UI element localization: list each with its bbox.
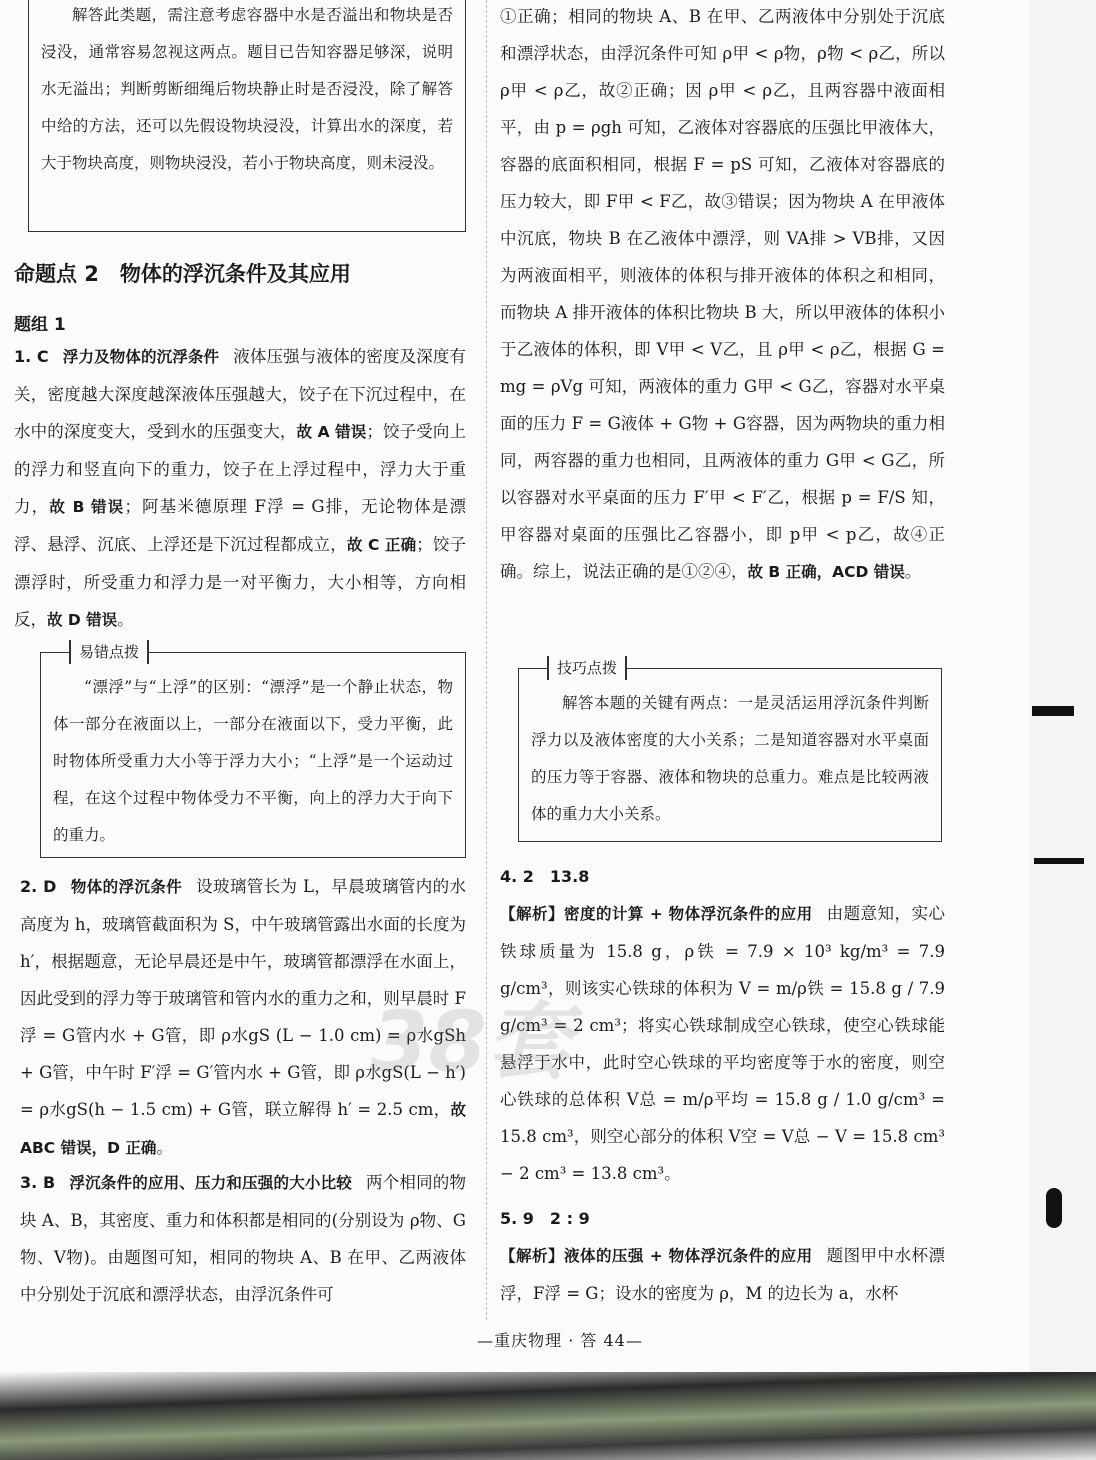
question-text: 由题意知，实心铁球质量为 15.8 g，ρ铁 = 7.9 × 10³ kg/m³ = 7.9 g/cm³，则该实心铁球的体积为 V = m/ρ铁 = 15.8 g / 7.9 g/cm³ = 2 cm³；将实心铁球制成空心铁球，使空心铁球能悬浮于水中，此时空心铁球的平均密度等于水的密度，则空心铁球的总体积 V总 = m/ρ平均 = 15.8 g / 1.0 g/cm³ = 15.8 cm³，则空心部分的体积 V空 = V总 − V = 15.8 cm³ − 2 cm³ = 13.8 cm³。 bbox=[500, 904, 946, 1183]
conclusion: 故 B 错误 bbox=[49, 498, 125, 516]
tip-box-label: 技巧点拨 bbox=[547, 656, 627, 680]
question-topic: 物体的浮沉条件 bbox=[70, 878, 183, 896]
watermark-logo: 38套 bbox=[370, 993, 571, 1091]
question-text: 。 bbox=[117, 610, 134, 629]
question-1 bbox=[14, 338, 466, 639]
answer-number: 1. C bbox=[14, 347, 49, 366]
conclusion: 故 D 错误 bbox=[47, 611, 118, 629]
question-text: ；饺子漂浮时，所受重力和浮力是一对平衡力，大小相等，方向相反， bbox=[14, 535, 467, 629]
question-5 bbox=[500, 1200, 945, 1312]
tip-box-skill bbox=[518, 659, 942, 842]
conclusion: 故 B 正确，ACD 错误 bbox=[747, 563, 905, 581]
page-footer: —重庆物理 · 答 44— bbox=[477, 1331, 643, 1350]
question-text: 。 bbox=[156, 1138, 173, 1157]
conclusion: 故 A 错误 bbox=[296, 423, 367, 441]
conclusion: 故 ABC 错误，D 正确 bbox=[20, 1101, 466, 1157]
question-3-continued bbox=[500, 0, 945, 591]
tip-box-label: 易错点拨 bbox=[69, 640, 149, 664]
answer-number: 5. 9 2 : 9 bbox=[500, 1209, 590, 1228]
question-text: ；饺子受向上的浮力和竖直向下的重力，饺子在上浮过程中，浮力大于重力， bbox=[14, 422, 467, 516]
section-heading: 命题点 2 物体的浮沉条件及其应用 bbox=[14, 262, 351, 286]
question-text: 题图甲中水杯漂浮，F浮 = G；设水的密度为 ρ，M 的边长为 a，水杯 bbox=[500, 1246, 946, 1303]
tip-box-text: “漂浮”与“上浮”的区别：“漂浮”是一个静止状态，物体一部分在液面以上，一部分在液面以下，受力平衡，此时物体所受重力大小等于浮力大小；“上浮”是一个运动过程，在这个过程中物体受力不平衡，向上的浮力大于向下的重力。 bbox=[53, 678, 453, 844]
scan-artifact bbox=[1034, 858, 1084, 864]
question-topic: 液体的压强 + 物体浮沉条件的应用 bbox=[563, 1247, 813, 1265]
scan-artifact bbox=[1032, 706, 1074, 716]
question-text: ①正确；相同的物块 A、B 在甲、乙两液体中分别处于沉底和漂浮状态，由浮沉条件可知 ρ甲 < ρ物，ρ物 < ρ乙，所以 ρ甲 < ρ乙，故②正确；因 ρ甲 < ρ乙，且两容器中液面相平，由 p = ρgh 可知，乙液体对容器底的压强比甲液体大，容器的底面积相同，根据 F = pS 可知，乙液体对容器底的压力较大，即 F甲 < F乙，故③错误；因为物块 A 在甲液体中沉底，物块 B 在乙液体中漂浮，则 VA排 > VB排，又因为两液面相平，则液体的体积与排开液体的体积之和相同，而物块 A 排开液体的体积比物块 B 大，所以甲液体的体积小于乙液体的体积，即 V甲 < V乙，且 ρ甲 < ρ乙，根据 G = mg = ρVg 可知，两液体的重力 G甲 < G乙，容器对水平桌面的压力 F = G液体 + G物 + G容器，因为两物块的重力相同，两容器的重力也相同，且两液体的重力 G甲 < G乙，所以容器对水平桌面的压力 F′甲 < F′乙，根据 p = F/S 知，甲容器对桌面的压强比乙容器小，即 p甲 < p乙，故④正确。综上，说法正确的是①②④， bbox=[500, 7, 945, 581]
question-text: ；阿基米德原理 F浮 = G排，无论物体是漂浮、悬浮、沉底、上浮还是下沉过程都成立， bbox=[14, 497, 467, 554]
tip-box-text: 解答本题的关键有两点：一是灵活运用浮沉条件判断浮力以及液体密度的大小关系；二是知道容器对水平桌面的压力等于容器、液体和物块的总重力。难点是比较两液体的重力大小关系。 bbox=[531, 694, 929, 823]
question-topic: 密度的计算 + 物体浮沉条件的应用 bbox=[563, 905, 813, 923]
analysis-label: 【解析】 bbox=[500, 1247, 564, 1265]
column-divider bbox=[486, 0, 487, 1320]
answer-number: 3. B bbox=[20, 1173, 56, 1192]
question-3 bbox=[20, 1164, 466, 1313]
question-text: 液体压强与液体的密度及深度有关，密度越大深度越深液体压强越大，饺子在下沉过程中，在水中的深度变大，受到水的压强变大， bbox=[14, 347, 466, 441]
question-topic: 浮力及物体的沉浮条件 bbox=[62, 348, 220, 366]
answer-number: 4. 2 13.8 bbox=[500, 867, 590, 886]
question-text: 。 bbox=[904, 562, 922, 581]
conclusion: 故 C 正确 bbox=[346, 536, 417, 554]
tip-box-top bbox=[28, 0, 466, 232]
group-heading: 题组 1 bbox=[14, 315, 66, 335]
question-topic: 浮沉条件的应用、压力和压强的大小比较 bbox=[69, 1174, 352, 1192]
analysis-label: 【解析】 bbox=[500, 905, 564, 923]
scan-edge bbox=[0, 1372, 1096, 1460]
tip-box-mid bbox=[40, 643, 466, 858]
tip-box-text: 解答此类题，需注意考虑容器中水是否溢出和物块是否浸没，通常容易忽视这两点。题目已告知容器足够深，说明水无溢出；判断剪断细绳后物块静止时是否浸没，除了解答中给的方法，还可以先假设物块浸没，计算出水的深度，若大于物块高度，则物块浸没，若小于物块高度，则未浸没。 bbox=[41, 6, 453, 172]
scan-artifact bbox=[1046, 1188, 1062, 1228]
question-text: 设玻璃管长为 L，早晨玻璃管内的水高度为 h，玻璃管截面积为 S，中午玻璃管露出水面的长度为 h′，根据题意，无论早晨还是中午，玻璃管都漂浮在水面上，因此受到的浮力等于玻璃管和管内水的重力之和，则早晨时 F浮 = G管内水 + G管，即 ρ水gS (L − 1.0 cm) = ρ水gSh + G管，中午时 F′浮 = G′管内水 + G管，即 ρ水gS(L − h′) = ρ水gS(h − 1.5 cm) + G管，联立解得 h′ = 2.5 cm， bbox=[20, 877, 467, 1119]
question-text: 两个相同的物块 A、B，其密度、重力和体积都是相同的(分别设为 ρ物、G物、V物)。由题图可知，相同的物块 A、B 在甲、乙两液体中分别处于沉底和漂浮状态，由浮沉条件可 bbox=[20, 1173, 467, 1304]
answer-number: 2. D bbox=[20, 877, 57, 896]
